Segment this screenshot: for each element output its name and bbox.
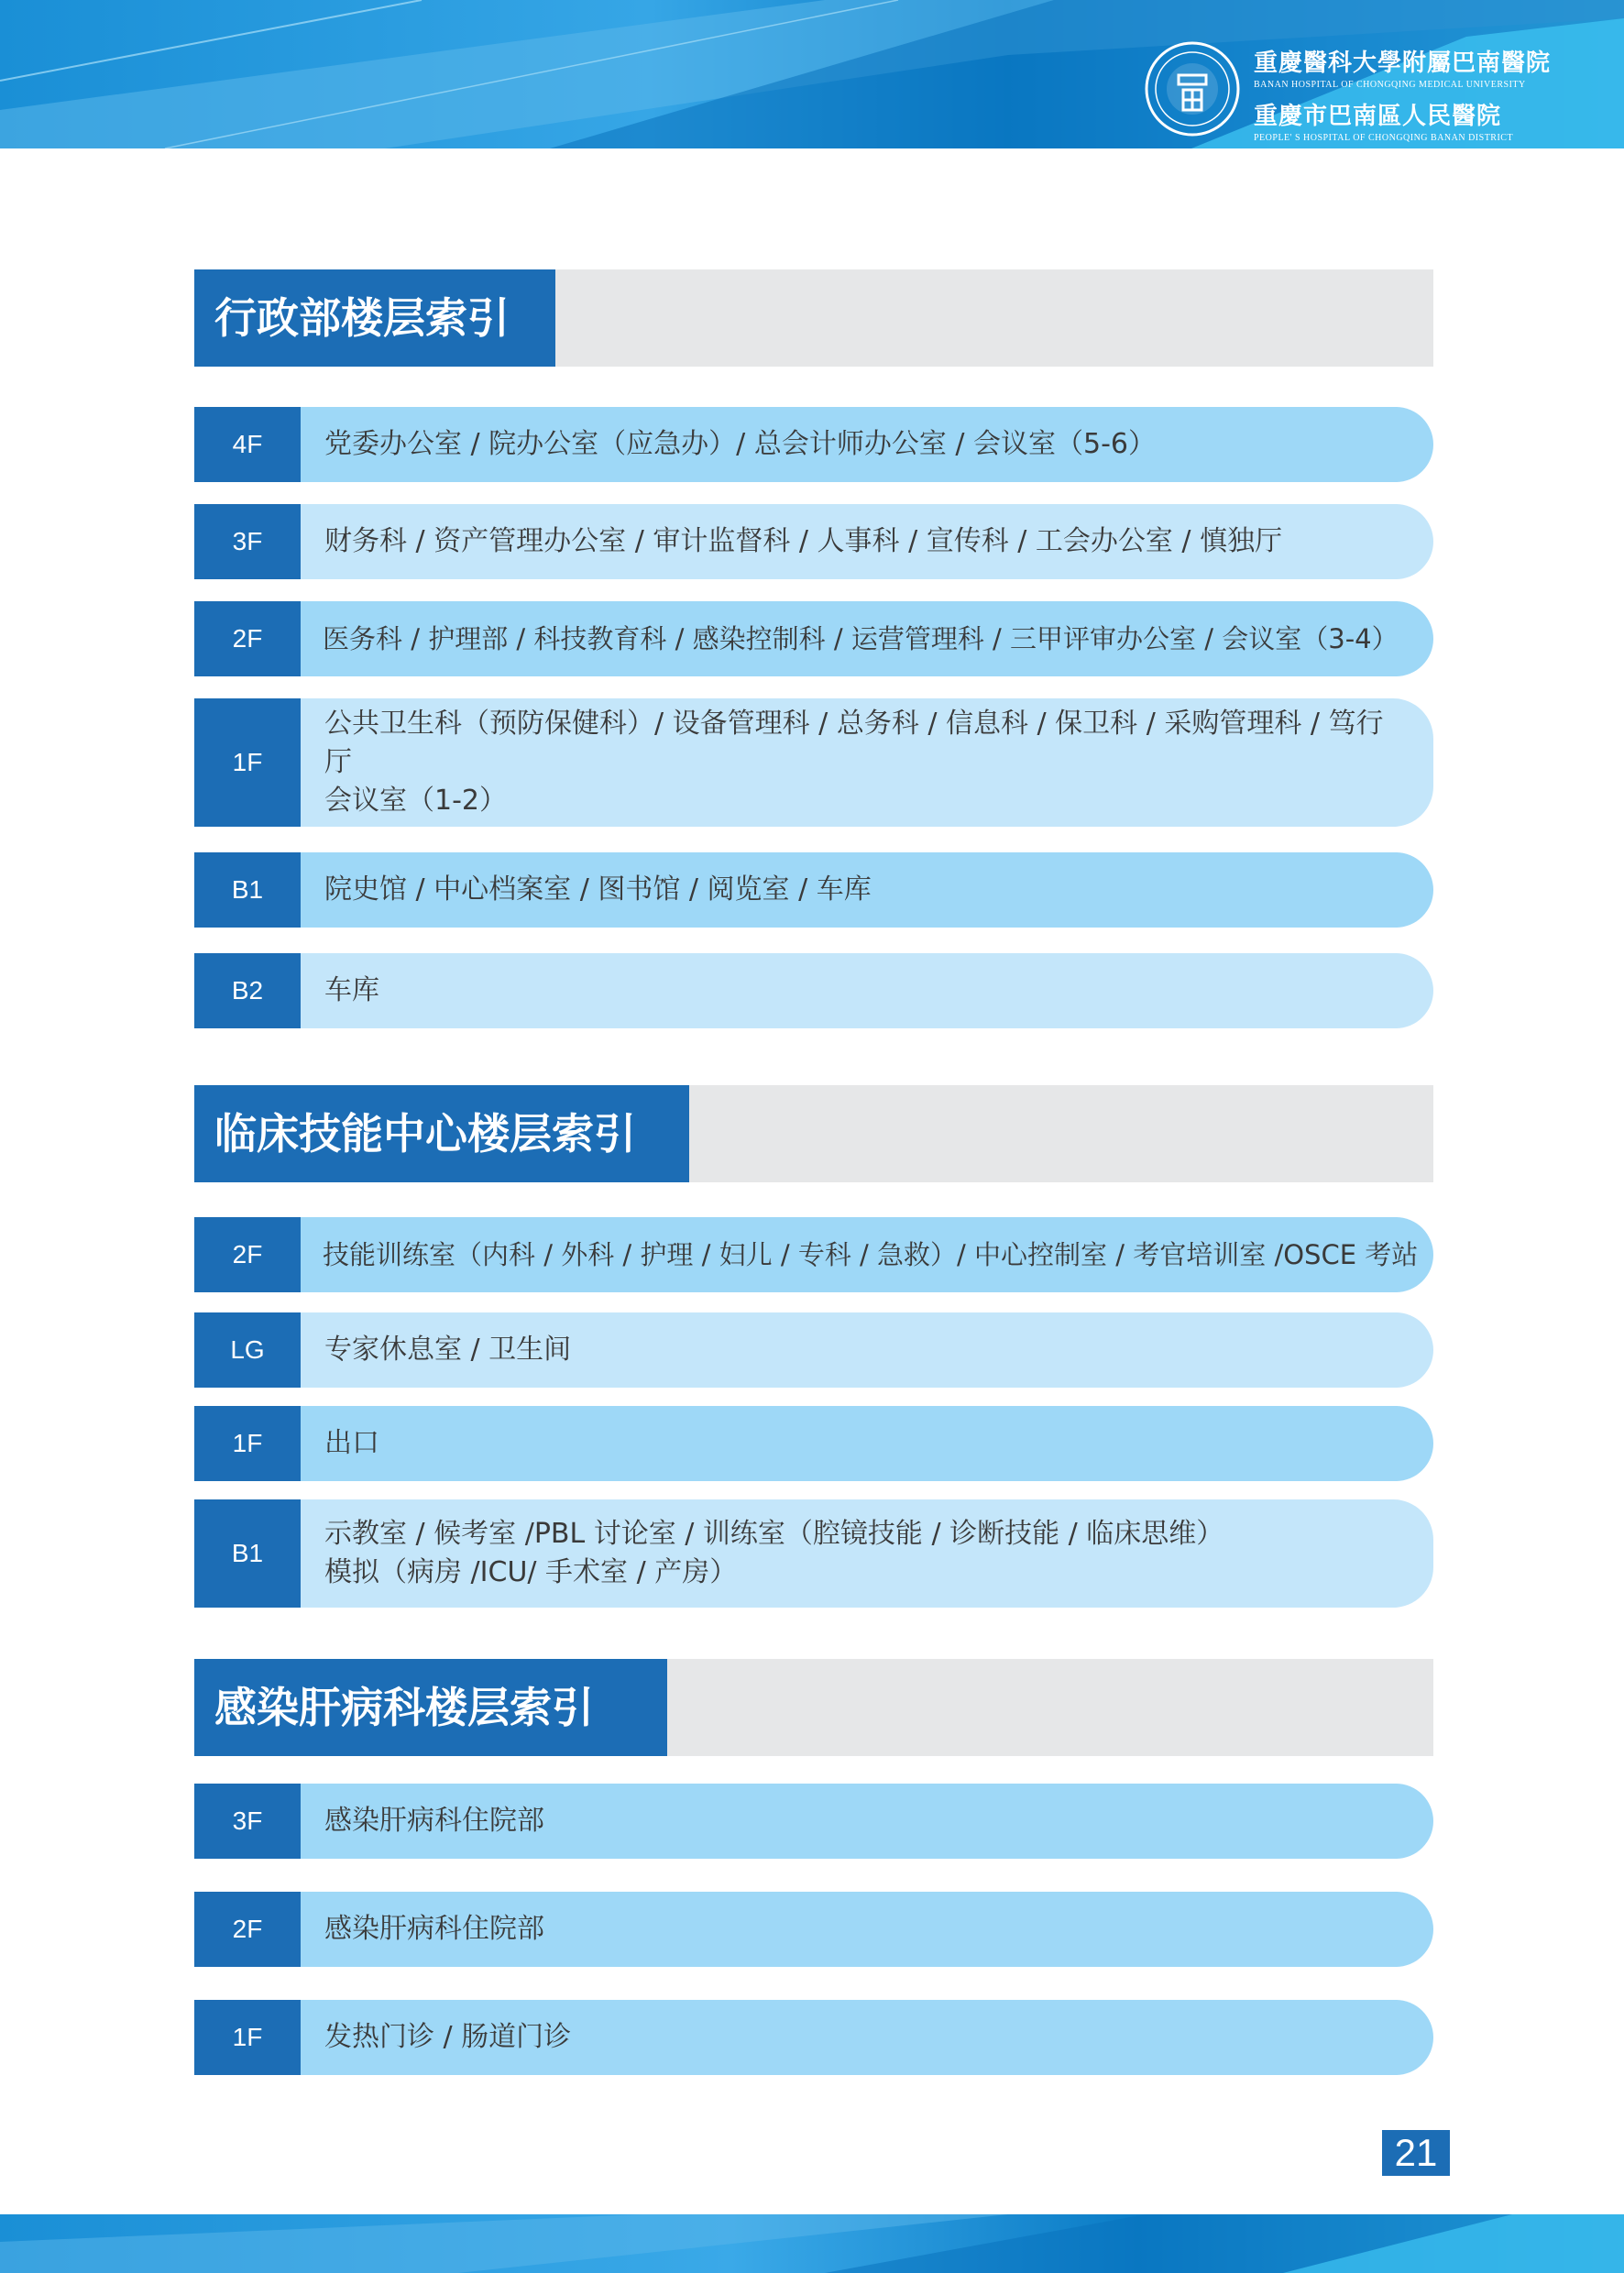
section-bar-admin xyxy=(194,269,1433,367)
floor-description: 示教室 / 候考室 /PBL 讨论室 / 训练室（腔镜技能 / 诊断技能 / 临床思维） 模拟（病房 /ICU/ 手术室 / 产房） xyxy=(324,1518,1224,1588)
floor-row xyxy=(194,1406,1433,1481)
floor-row xyxy=(194,1312,1433,1388)
footer-decoration xyxy=(0,2214,1624,2273)
floor-description: 发热门诊 / 肠道门诊 xyxy=(324,2021,572,2053)
floor-description: 出口 xyxy=(324,1427,379,1459)
floor-label: 2F xyxy=(194,601,301,676)
section-bar-infectious-liver xyxy=(194,1659,1433,1756)
floor-label: 3F xyxy=(194,504,301,579)
floor-row xyxy=(194,1892,1433,1967)
floor-label: 2F xyxy=(194,1217,301,1292)
section-bar-clinical-skills xyxy=(194,1085,1433,1182)
floor-description: 车库 xyxy=(324,974,379,1006)
page-footer xyxy=(0,2214,1624,2273)
section-title: 感染肝病科楼层索引 xyxy=(194,1659,667,1756)
floor-label: 1F xyxy=(194,1406,301,1481)
page-number: 21 xyxy=(1382,2130,1450,2176)
floor-row xyxy=(194,504,1433,579)
floor-row xyxy=(194,407,1433,482)
floor-row xyxy=(194,1217,1433,1292)
floor-label: B1 xyxy=(194,852,301,928)
floor-row xyxy=(194,852,1433,928)
hospital-name-block xyxy=(1254,44,1551,148)
page-header xyxy=(0,0,1624,148)
floor-label: LG xyxy=(194,1312,301,1388)
floor-row xyxy=(194,698,1433,827)
floor-description: 院史馆 / 中心档案室 / 图书馆 / 阅览室 / 车库 xyxy=(324,873,872,906)
floor-description: 医务科 / 护理部 / 科技教育科 / 感染控制科 / 运营管理科 / 三甲评审办公室 / 会议室（3-4） xyxy=(323,623,1399,654)
floor-description: 技能训练室（内科 / 外科 / 护理 / 妇儿 / 专科 / 急救）/ 中心控制室 / 考官培训室 /OSCE 考站 xyxy=(323,1239,1419,1270)
floor-label: 2F xyxy=(194,1892,301,1967)
floor-row xyxy=(194,953,1433,1028)
hospital-name2-en: PEOPLE' S HOSPITAL OF CHONGQING BANAN DISTRICT xyxy=(1254,133,1514,143)
floor-label: 1F xyxy=(194,698,301,827)
hospital-seal-logo xyxy=(1142,38,1243,139)
floor-label: B2 xyxy=(194,953,301,1028)
floor-row xyxy=(194,1784,1433,1859)
hospital-name2-cn: 重慶市巴南區人民醫院 xyxy=(1254,103,1502,130)
floor-label: B1 xyxy=(194,1499,301,1608)
hospital-name-en: BANAN HOSPITAL OF CHONGQING MEDICAL UNIVERSITY xyxy=(1254,80,1526,90)
floor-label: 4F xyxy=(194,407,301,482)
floor-row xyxy=(194,1499,1433,1608)
floor-description: 财务科 / 资产管理办公室 / 审计监督科 / 人事科 / 宣传科 / 工会办公室 / 慎独厅 xyxy=(324,525,1283,557)
floor-description: 感染肝病科住院部 xyxy=(324,1913,544,1945)
floor-row xyxy=(194,601,1433,676)
floor-description: 专家休息室 / 卫生间 xyxy=(324,1334,572,1366)
floor-description: 党委办公室 / 院办公室（应急办）/ 总会计师办公室 / 会议室（5-6） xyxy=(324,428,1157,460)
floor-description: 公共卫生科（预防保健科）/ 设备管理科 / 总务科 / 信息科 / 保卫科 / 采购管理科 / 笃行厅 会议室（1-2） xyxy=(324,708,1384,817)
section-title: 行政部楼层索引 xyxy=(194,269,555,367)
floor-row xyxy=(194,2000,1433,2075)
hospital-name-cn: 重慶醫科大學附屬巴南醫院 xyxy=(1254,49,1552,77)
floor-label: 1F xyxy=(194,2000,301,2075)
floor-description: 感染肝病科住院部 xyxy=(324,1805,544,1837)
floor-label: 3F xyxy=(194,1784,301,1859)
section-title: 临床技能中心楼层索引 xyxy=(194,1085,689,1182)
